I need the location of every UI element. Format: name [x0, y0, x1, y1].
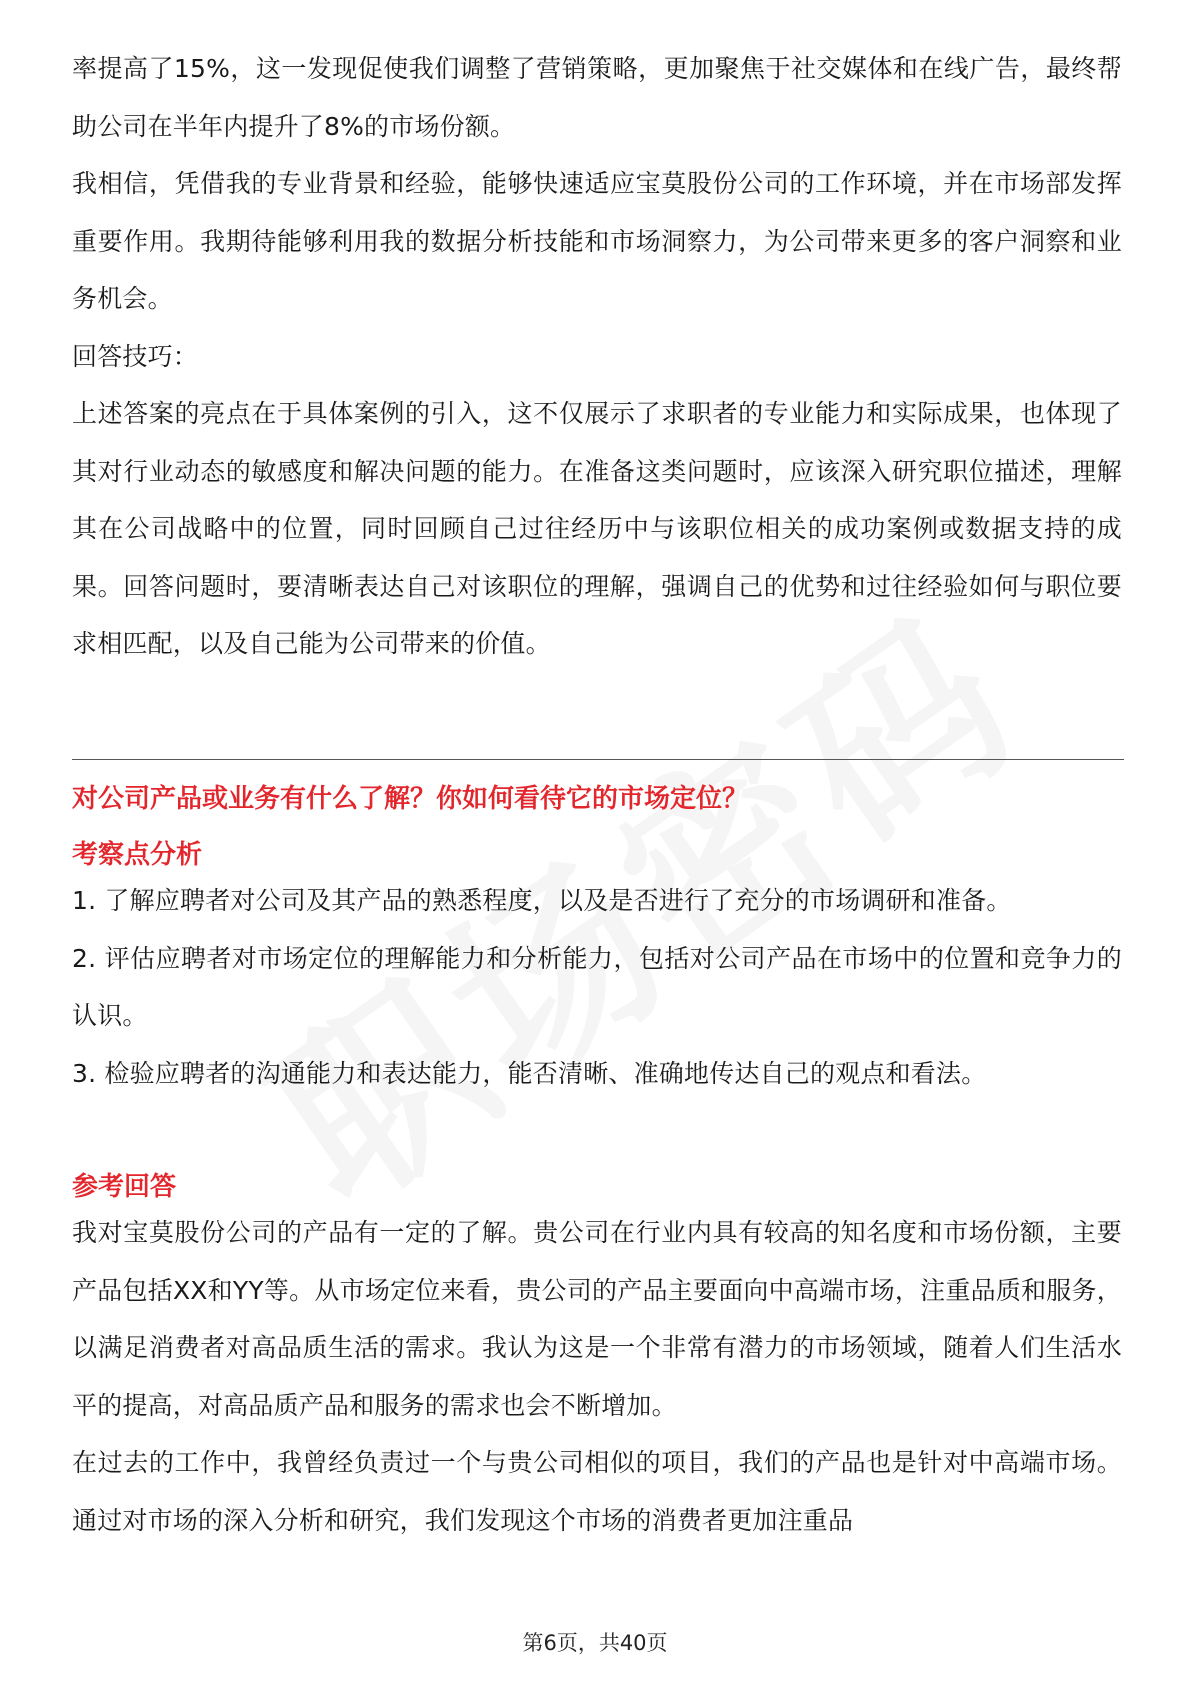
answer-tips-label: 回答技巧：: [72, 341, 199, 371]
reference-heading: 参考回答: [72, 1172, 177, 1202]
paragraph: 率提高了15%，这一发现促使我们调整了营销策略，更加聚焦于社交媒体和在线广告，最终帮助公司在半年内提升了8%的市场份额。: [72, 54, 1122, 141]
section-divider: [72, 759, 1124, 760]
paragraph: 上述答案的亮点在于具体案例的引入，这不仅展示了求职者的专业能力和实际成果，也体现了其对行业动态的敏感度和解决问题的能力。在准备这类问题时，应该深入研究职位描述，理解其在公司战略中的位置，同时回顾自己过往经历中与该职位相关的成功案例或数据支持的成果。回答问题时，要清晰表达自己对该职位的理解，强调自己的优势和过往经验如何与职位要求相匹配，以及自己能为公司带来的价值。: [72, 399, 1122, 658]
reference-answer: [72, 1204, 1122, 1549]
page-number: 第6页，共40页: [522, 1631, 668, 1655]
paragraph: 我相信，凭借我的专业背景和经验，能够快速适应宝莫股份公司的工作环境，并在市场部发挥重要作用。我期待能够利用我的数据分析技能和市场洞察力，为公司带来更多的客户洞察和业务机会。: [72, 169, 1122, 313]
analysis-heading: 考察点分析: [72, 840, 203, 870]
question-heading: 对公司产品或业务有什么了解？你如何看待它的市场定位？: [72, 784, 749, 814]
analysis-list: [72, 872, 1122, 1102]
list-item: 1. 了解应聘者对公司及其产品的熟悉程度，以及是否进行了充分的市场调研和准备。: [72, 886, 1012, 915]
paragraph: 我对宝莫股份公司的产品有一定的了解。贵公司在行业内具有较高的知名度和市场份额，主要产品包括XX和YY等。从市场定位来看，贵公司的产品主要面向中高端市场，注重品质和服务，以满足消费者对高品质生活的需求。我认为这是一个非常有潜力的市场领域，随着人们生活水平的提高，对高品质产品和服务的需求也会不断增加。: [72, 1218, 1122, 1420]
list-item: 3. 检验应聘者的沟通能力和表达能力，能否清晰、准确地传达自己的观点和看法。: [72, 1058, 987, 1088]
paragraph: 在过去的工作中，我曾经负责过一个与贵公司相似的项目，我们的产品也是针对中高端市场。通过对市场的深入分析和研究，我们发现这个市场的消费者更加注重品: [72, 1448, 1122, 1535]
list-item: 2. 评估应聘者对市场定位的理解能力和分析能力，包括对公司产品在市场中的位置和竞争力的认识。: [72, 943, 1122, 1030]
intro-section: [72, 40, 1122, 673]
